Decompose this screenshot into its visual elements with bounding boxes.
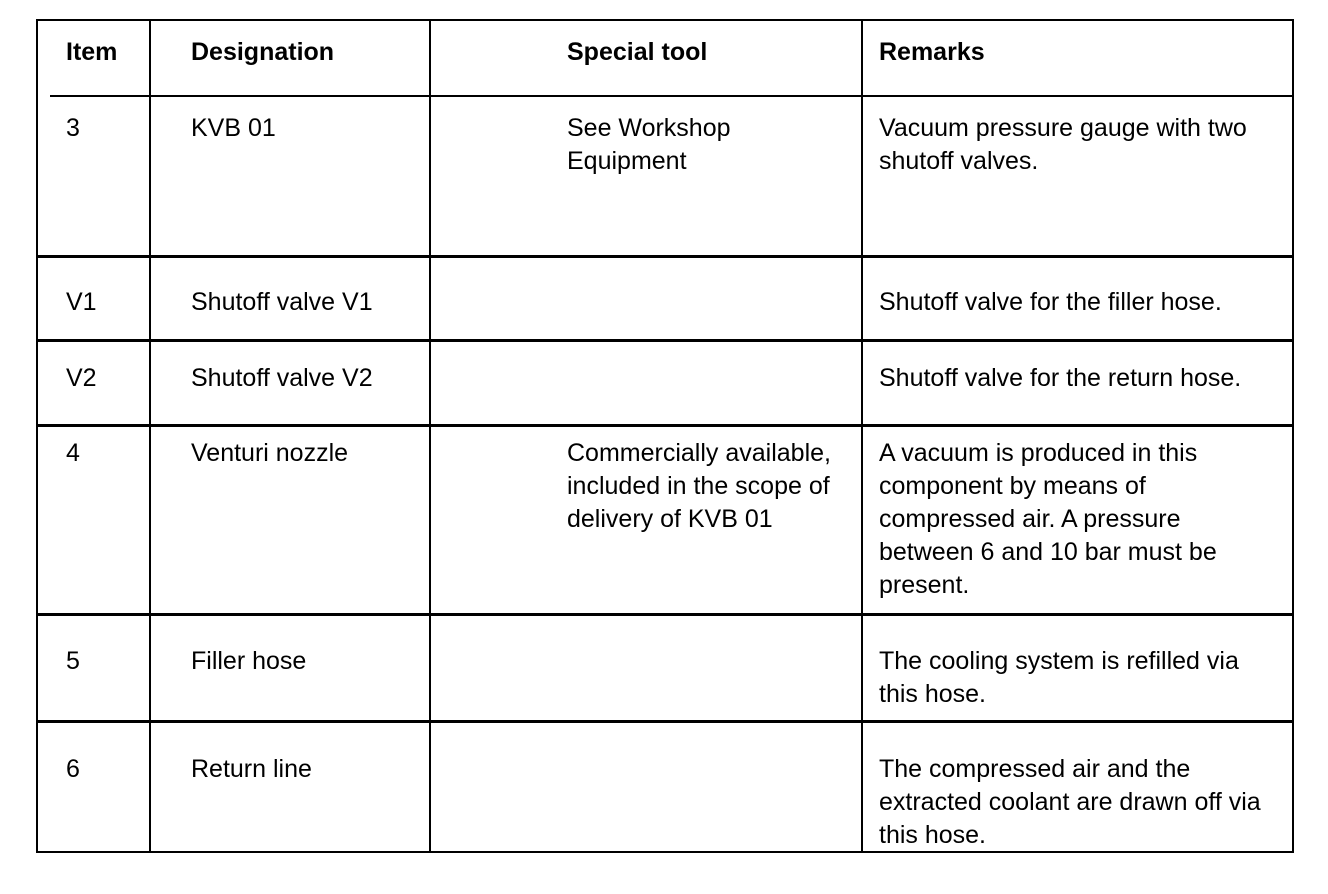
row-divider: [38, 424, 1292, 427]
header-designation: Designation: [191, 38, 335, 66]
header-special-tool: Special tool: [567, 38, 708, 66]
cell-remarks: Shutoff valve for the filler hose.: [879, 288, 1222, 316]
cell-designation: KVB 01: [191, 114, 276, 142]
cell-special-tool: Commercially available, included in the scope of delivery of KVB 01: [567, 439, 831, 533]
header-item: Item: [66, 38, 118, 66]
cell-remarks: Shutoff valve for the return hose.: [879, 364, 1242, 392]
cell-special-tool: See Workshop Equipment: [567, 114, 731, 175]
cell-item: 4: [66, 439, 80, 467]
cell-item: V2: [66, 364, 97, 392]
header-remarks: Remarks: [879, 38, 985, 66]
row-divider: [38, 339, 1292, 342]
header-divider: [50, 95, 1292, 97]
cell-designation: Shutoff valve V2: [191, 364, 373, 392]
cell-remarks: Vacuum pressure gauge with two shutoff valves.: [879, 114, 1247, 175]
column-divider: [149, 21, 151, 851]
cell-designation: Shutoff valve V1: [191, 288, 373, 316]
cell-designation: Filler hose: [191, 647, 307, 675]
row-divider: [38, 255, 1292, 258]
cell-remarks: A vacuum is produced in this component by means of compressed air. A pressure between 6 and 10 bar must be present.: [879, 439, 1217, 599]
column-divider: [861, 21, 863, 851]
cell-designation: Return line: [191, 755, 312, 783]
cell-remarks: The cooling system is refilled via this hose.: [879, 647, 1239, 708]
row-divider: [38, 613, 1292, 616]
cell-item: 6: [66, 755, 80, 783]
cell-item: 3: [66, 114, 80, 142]
row-divider: [38, 720, 1292, 723]
tools-table: [36, 19, 1294, 853]
cell-remarks: The compressed air and the extracted coolant are drawn off via this hose.: [879, 755, 1261, 849]
cell-item: 5: [66, 647, 80, 675]
cell-item: V1: [66, 288, 97, 316]
cell-designation: Venturi nozzle: [191, 439, 349, 467]
column-divider: [429, 21, 431, 851]
